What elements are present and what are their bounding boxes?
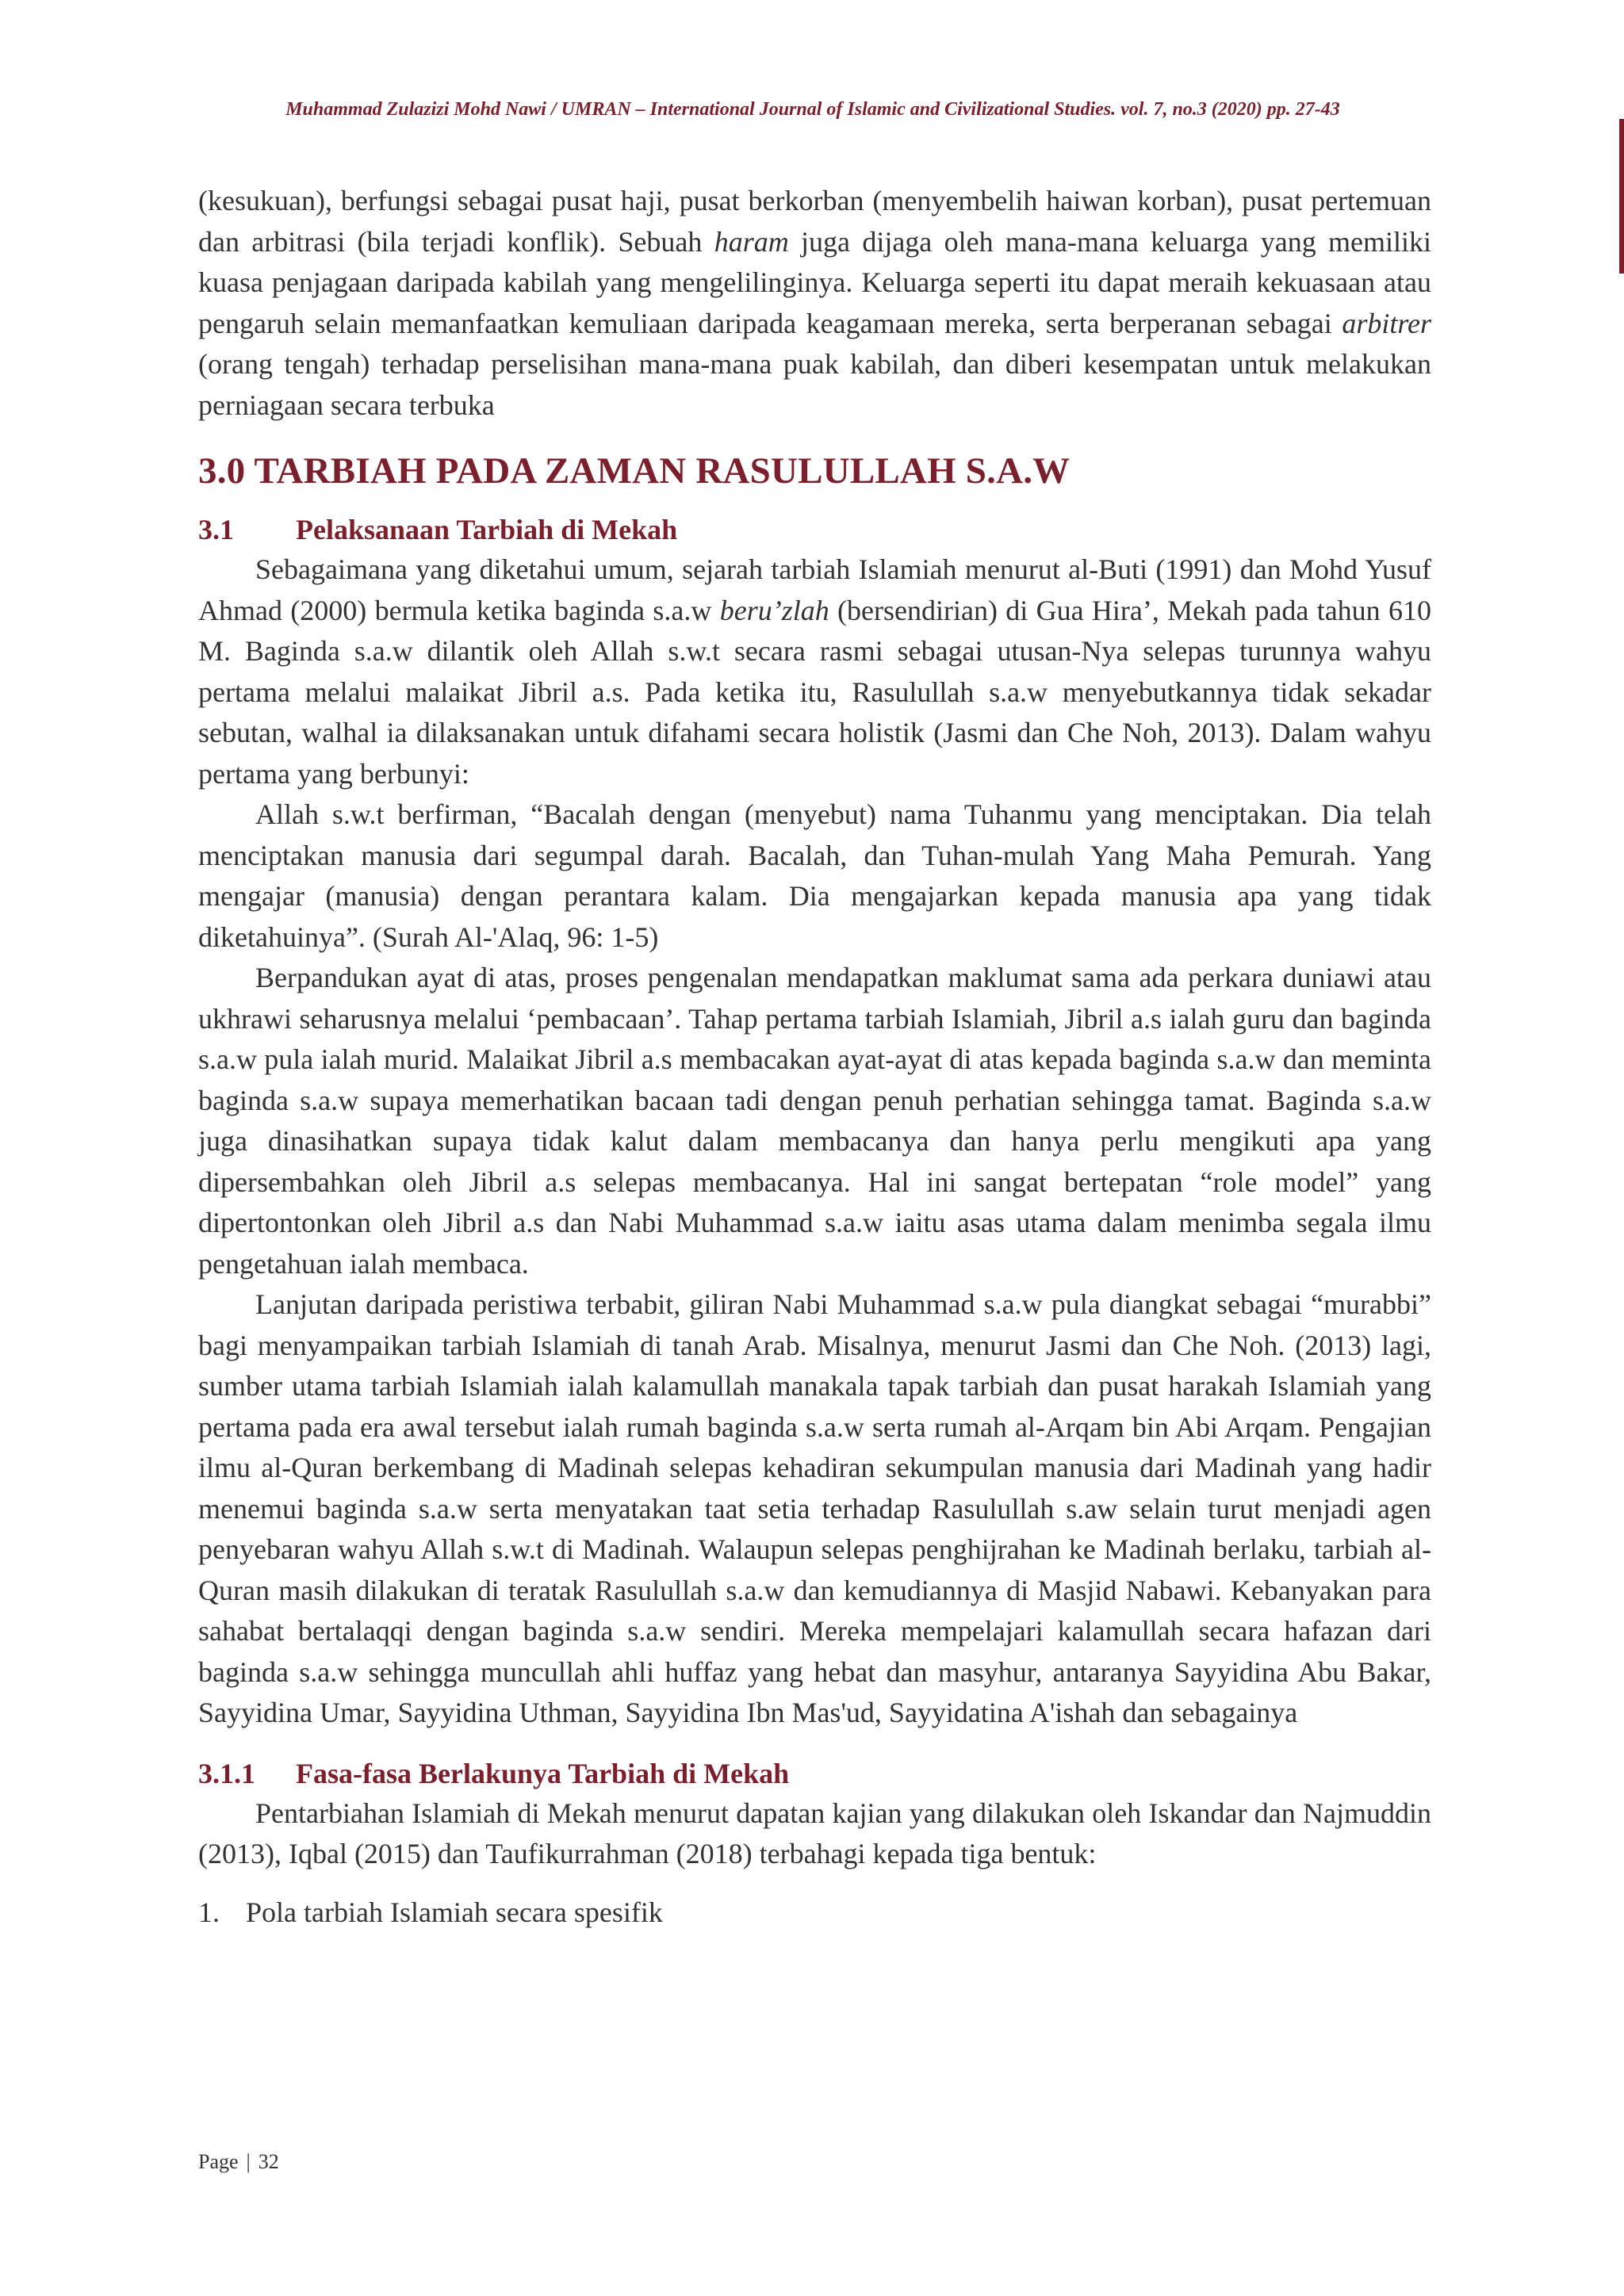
subsection-number: 3.1.1 [198,1757,255,1789]
paragraph-1 [198,181,1431,426]
list-item [198,1892,1431,1934]
subsection-number: 3.1 [198,514,234,545]
paragraph-2 [198,549,1431,794]
page-content [198,181,1431,1933]
text-run: juga dijaga oleh mana-mana keluarga yang memiliki kuasa penjagaan daripada kabilah yang mengelilinginya. Keluarga seperti itu dapat meraih kekuasaan atau pengaruh selain memanfaatkan kemuliaan daripada keagamaan mereka, serta berperanan sebagai [198,225,1431,339]
text-run: (bersendirian) di Gua Hira’, Mekah pada tahun 610 M. Baginda s.a.w dilantik oleh Allah s.w.t secara rasmi sebagai utusan-Nya selepas turunnya wahyu pertama melalui malaikat Jibril a.s. Pada ketika itu, Rasulullah s.a.w menyebutkannya tidak sekadar sebutan, walhal ia dilaksanakan untuk difahami secara holistik (Jasmi dan Che Noh, 2013). Dalam wahyu pertama yang berbunyi: [198,594,1431,790]
paragraph-5: Lanjutan daripada peristiwa terbabit, giliran Nabi Muhammad s.a.w pula diangkat sebagai “murabbi” bagi menyampaikan tarbiah Islamiah di tanah Arab. Misalnya, menurut Jasmi dan Che Noh. (2013) lagi, sumber utama tarbiah Islamiah ialah kalamullah manakala tapak tarbiah dan pusat harakah Islamiah yang pertama pada era awal tersebut ialah rumah baginda s.a.w serta rumah al-Arqam bin Abi Arqam. Pengajian ilmu al-Quran berkembang di Madinah selepas kehadiran sekumpulan manusia dari Madinah yang hadir menemui baginda s.a.w serta menyatakan taat setia terhadap Rasulullah s.aw selain turut menjadi agen penyebaran wahyu Allah s.w.t di Madinah. Walaupun selepas penghijrahan ke Madinah berlaku, tarbiah al-Quran masih dilakukan di teratak Rasulullah s.a.w dan kemudiannya di Masjid Nabawi. Kebanyakan para sahabat bertalaqqi dengan baginda s.a.w sendiri. Mereka mempelajari kalamullah secara hafazan dari baginda s.a.w sehingga muncullah ahli huffaz yang hebat dan masyhur, antaranya Sayyidina Abu Bakar, Sayyidina Umar, Sayyidina Uthman, Sayyidina Ibn Mas'ud, Sayyidatina A'ishah dan sebagainya [198,1288,1431,1728]
text-run: (orang tengah) terhadap perselisihan mana-mana puak kabilah, dan diberi kesempatan untuk melakukan perniagaan secara terbuka [198,348,1431,421]
text-run: Sebagaimana yang diketahui umum, sejarah tarbiah Islamiah menurut al-Buti (1991) dan Mohd Yusuf Ahmad (2000) bermula ketika baginda s.a.w [198,553,1431,626]
subsection-title: Pelaksanaan Tarbiah di Mekah [296,514,678,545]
paragraph-3-quote: Allah s.w.t berfirman, “Bacalah dengan (menyebut) nama Tuhanmu yang menciptakan. Dia telah menciptakan manusia dari segumpal darah. Bacalah, dan Tuhan-mulah Yang Maha Pemurah. Yang mengajar (manusia) dengan perantara kalam. Dia mengajarkan kepada manusia apa yang tidak diketahuinya”. (Surah Al-'Alaq, 96: 1-5) [198,798,1431,953]
italic-term: arbitrer [1342,307,1431,339]
italic-term: haram [714,225,789,258]
page-footer [198,2150,279,2174]
paragraph-4: Berpandukan ayat di atas, proses pengenalan mendapatkan maklumat sama ada perkara duniawi atau ukhrawi seharusnya melalui ‘pembacaan’. Tahap pertama tarbiah Islamiah, Jibril a.s ialah guru dan baginda s.a.w pula ialah murid. Malaikat Jibril a.s membacakan ayat-ayat di atas kepada baginda s.a.w dan meminta baginda s.a.w supaya memerhatikan bacaan tadi dengan penuh perhatian sehingga tamat. Baginda s.a.w juga dinasihatkan supaya tidak kalut dalam membacanya dan hanya perlu mengikuti apa yang dipersembahkan oleh Jibril a.s selepas membacanya. Hal ini sangat bertepatan “role model” yang dipertontonkan oleh Jibril a.s dan Nabi Muhammad s.a.w iaitu asas utama dalam menimba segala ilmu pengetahuan ialah membaca. [198,962,1431,1280]
subsection-heading-3-1 [198,510,1431,549]
running-header: Muhammad Zulazizi Mohd Nawi / UMRAN – International Journal of Islamic and Civilizational Studies. vol. 7, no.3 (2020) pp. 27-43 [285,99,1340,120]
paragraph-6: Pentarbiahan Islamiah di Mekah menurut dapatan kajian yang dilakukan oleh Iskandar dan Najmuddin (2013), Iqbal (2015) dan Taufikurrahman (2018) terbahagi kepada tiga bentuk: [198,1797,1431,1869]
page-number: 32 [258,2150,279,2173]
list-item-text: Pola tarbiah Islamiah secara spesifik [246,1896,663,1928]
sidebar-accent-line [1619,119,1624,274]
italic-term: beru’zlah [719,594,829,626]
list-item-number: 1. [198,1896,220,1928]
page-label: Page [198,2150,239,2173]
subsection-title: Fasa-fasa Berlakunya Tarbiah di Mekah [296,1757,790,1789]
footer-separator: | [246,2150,251,2173]
subsection-heading-3-1-1 [198,1754,1431,1793]
section-heading-3-0: 3.0 TARBIAH PADA ZAMAN RASULULLAH S.A.W [198,450,1071,492]
text-run: (kesukuan), berfungsi sebagai pusat haji, pusat berkorban (menyembelih haiwan korban), pusat pertemuan dan arbitrasi (bila terjadi konflik). Sebuah [198,185,1431,258]
